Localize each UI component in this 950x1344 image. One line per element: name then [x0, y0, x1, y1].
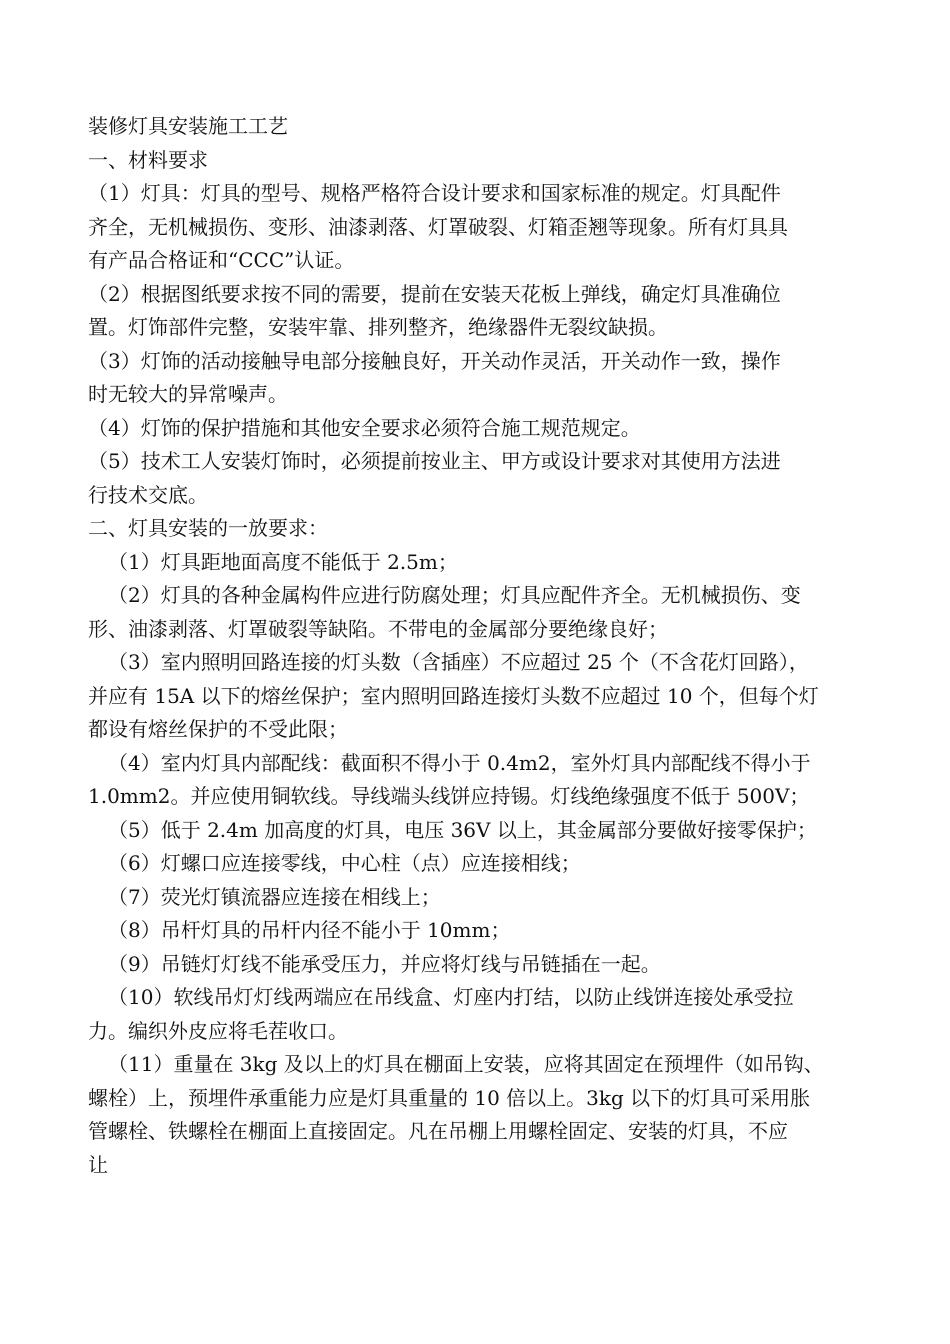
text-line: （3）灯饰的活动接触导电部分接触良好，开关动作灵活，开关动作一致，操作: [88, 348, 781, 373]
text-line: 都设有熔丝保护的不受此限；: [88, 717, 348, 741]
section1-item-2: [88, 278, 880, 345]
section2-item-10: [88, 981, 880, 1048]
text-line: （9）吊链灯灯线不能承受压力，并应将灯线与吊链插在一起。: [108, 951, 661, 976]
text-line: 让: [88, 1152, 108, 1177]
text-line: （1）灯具：灯具的型号、规格严格符合设计要求和国家标准的规定。灯具配件: [88, 181, 781, 205]
text-line: （3）室内照明回路连接的灯头数（含插座）不应超过 25 个（不含花灯回路），: [108, 650, 809, 674]
text-line: （4）灯饰的保护措施和其他安全要求必须符合施工规范规定。: [88, 415, 641, 440]
section-heading-installation: 二、灯具安装的一放要求：: [88, 516, 328, 540]
text-line: （10）软线吊灯灯线两端应在吊线盒、灯座内打结，以防止线饼连接处承受拉: [108, 985, 794, 1009]
section2-item-8: [88, 914, 880, 948]
text-line: （5）技术工人安装灯饰时，必须提前按业主、甲方或设计要求对其使用方法进: [88, 449, 781, 473]
text-line: （1）灯具距地面高度不能低于 2.5m；: [108, 549, 458, 574]
text-line: 时无较大的异常噪声。: [88, 382, 288, 406]
section1-item-1: [88, 177, 880, 278]
section2-item-7: [88, 881, 880, 915]
text-line: （11）重量在 3kg 及以上的灯具在棚面上安装，应将其固定在预埋件（如吊钩、: [108, 1052, 824, 1076]
text-line: （4）室内灯具内部配线：截面积不得小于 0.4m2，室外灯具内部配线不得小于: [108, 750, 811, 775]
text-line: 行技术交底。: [88, 482, 208, 507]
text-line: 齐全，无机械损伤、变形、油漆剥落、灯罩破裂、灯箱歪翘等现象。所有灯具具: [88, 214, 788, 239]
section1-item-4: [88, 412, 880, 446]
section1-item-5: [88, 445, 880, 512]
section2-item-9: [88, 948, 880, 982]
document-page: [88, 110, 880, 1182]
section2-item-2: [88, 579, 880, 646]
section2-item-3: [88, 646, 880, 747]
text-line: 管螺栓、铁螺栓在棚面上直接固定。凡在吊棚上用螺栓固定、安装的灯具，不应: [88, 1119, 788, 1143]
section2-item-4: [88, 747, 880, 814]
section-heading-materials: 一、材料要求: [88, 147, 208, 172]
section2-item-6: [88, 847, 880, 881]
text-line: 形、油漆剥落、灯罩破裂等缺陷。不带电的金属部分要绝缘良好；: [88, 616, 668, 641]
section2-item-5: [88, 814, 880, 848]
text-line: （6）灯螺口应连接零线，中心柱（点）应连接相线；: [108, 851, 581, 875]
section2-item-1: [88, 546, 880, 580]
text-line: （7）荧光灯镇流器应连接在相线上；: [108, 884, 441, 909]
document-title: 装修灯具安装施工工艺: [88, 114, 288, 138]
text-line: 力。编织外皮应将毛茬收口。: [88, 1018, 348, 1043]
text-line: （2）灯具的各种金属构件应进行防腐处理；灯具应配件齐全。无机械损伤、变: [108, 583, 801, 607]
section2-item-11: [88, 1048, 880, 1182]
text-line: 有产品合格证和“CCC”认证。: [88, 248, 355, 272]
section1-item-3: [88, 345, 880, 412]
text-line: 螺栓）上，预埋件承重能力应是灯具重量的 10 倍以上。3kg 以下的灯具可采用胀: [88, 1085, 811, 1110]
text-line: （2）根据图纸要求按不同的需要，提前在安装天花板上弹线，确定灯具准确位: [88, 281, 781, 306]
text-line: 置。灯饰部件完整，安装牢靠、排列整齐，绝缘器件无裂纹缺损。: [88, 315, 668, 339]
text-line: 并应有 15A 以下的熔丝保护；室内照明回路连接灯头数不应超过 10 个，但每个灯: [88, 683, 819, 708]
text-line: （8）吊杆灯具的吊杆内径不能小于 10mm；: [108, 918, 511, 942]
text-line: 1.0mm2。并应使用铜软线。导线端头线饼应持锡。灯线绝缘强度不低于 500V；: [88, 784, 810, 808]
text-line: （5）低于 2.4m 加高度的灯具，电压 36V 以上，其金属部分要做好接零保护；: [108, 817, 817, 842]
